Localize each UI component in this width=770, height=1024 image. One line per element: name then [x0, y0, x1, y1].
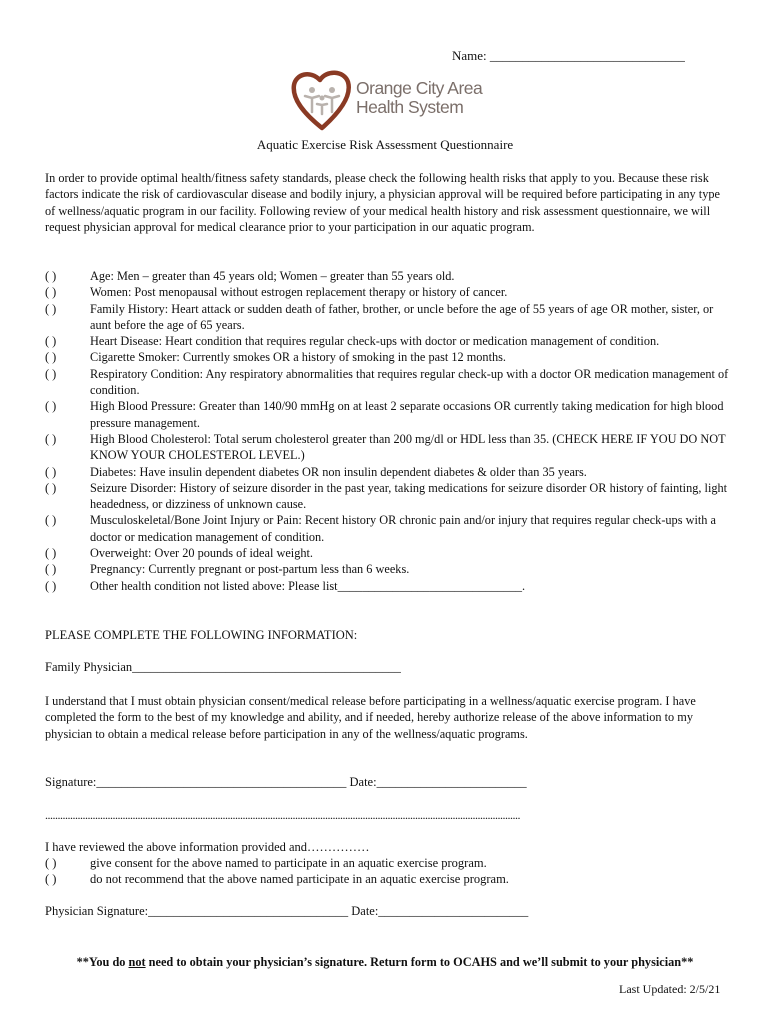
footer-note-emphasis: not: [128, 955, 146, 969]
footer-note: [0, 955, 770, 970]
not-recommend-checkbox[interactable]: ( ): [45, 872, 57, 886]
consent-option: [45, 856, 487, 871]
heart-family-icon: [290, 68, 354, 134]
risk-item-pregnancy: [45, 561, 735, 577]
risk-checkbox[interactable]: ( ): [45, 366, 57, 381]
risk-item-overweight: [45, 545, 735, 561]
risk-checkbox[interactable]: ( ): [45, 350, 57, 365]
risk-list: [45, 268, 735, 594]
signature-date-field[interactable]: Signature:________________________________________ Date:________________________: [45, 775, 527, 789]
risk-item-diabetes: [45, 464, 735, 480]
not-recommend-option: [45, 872, 509, 887]
consent-option-label: give consent for the above named to participate in an aquatic exercise program.: [90, 856, 487, 870]
risk-label: Musculoskeletal/Bone Joint Injury or Pain: Recent history OR chronic pain and/or injury that requires regular check-ups with a doctor or medication management of condition.: [90, 513, 716, 544]
consent-paragraph: I understand that I must obtain physician consent/medical release before participating in a wellness/aquatic exercise program. I have completed the form to the best of my knowledge and ability, and if needed, hereby authorize release of the above information to my physician to obtain a medical release before participation in any of the wellness/aquatic programs.: [45, 694, 696, 741]
risk-label: Diabetes: Have insulin dependent diabetes OR non insulin dependent diabetes & older than 35 years.: [90, 464, 587, 479]
risk-checkbox[interactable]: ( ): [45, 578, 57, 593]
footer-note-end: need to obtain your physician’s signature. Return form to OCAHS and we’ll submit to your physician**: [145, 955, 694, 969]
risk-checkbox[interactable]: ( ): [45, 431, 57, 446]
risk-item-women: [45, 284, 735, 300]
risk-label: Heart Disease: Heart condition that requires regular check-ups with doctor or medication management of condition.: [90, 334, 660, 349]
risk-item-cholesterol: [45, 431, 735, 464]
risk-item-age: [45, 268, 735, 284]
risk-checkbox[interactable]: ( ): [45, 399, 57, 414]
risk-label: High Blood Cholesterol: Total serum cholesterol greater than 200 mg/dl or HDL less than 35. (CHECK HERE IF YOU DO NOT KNOW YOUR CHOLESTEROL LEVEL.): [90, 431, 726, 463]
logo-text-line2: Health System: [356, 97, 464, 117]
risk-label: Pregnancy: Currently pregnant or post-partum less than 6 weeks.: [90, 562, 410, 577]
risk-checkbox[interactable]: ( ): [45, 334, 57, 349]
physician-signature-field[interactable]: Physician Signature:________________________________ Date:________________________: [45, 904, 529, 918]
risk-label: High Blood Pressure: Greater than 140/90 mmHg on at least 2 separate occasions OR currently taking medication for high blood pressure management.: [90, 399, 724, 430]
risk-label: Overweight: Over 20 pounds of ideal weight.: [90, 546, 314, 561]
section-heading: PLEASE COMPLETE THE FOLLOWING INFORMATION:: [45, 628, 358, 642]
risk-checkbox[interactable]: ( ): [45, 562, 57, 577]
risk-label: Age: Men – greater than 45 years old; Women – greater than 55 years old.: [90, 269, 455, 283]
risk-checkbox[interactable]: ( ): [45, 546, 57, 561]
logo-text-line1: Orange City Area: [356, 78, 483, 98]
risk-checkbox[interactable]: ( ): [45, 480, 57, 495]
not-recommend-option-label: do not recommend that the above named participate in an aquatic exercise program.: [90, 872, 509, 886]
risk-checkbox[interactable]: ( ): [45, 301, 57, 316]
risk-checkbox[interactable]: ( ): [45, 464, 57, 479]
consent-checkbox[interactable]: ( ): [45, 856, 57, 870]
risk-checkbox[interactable]: ( ): [45, 285, 57, 300]
name-field[interactable]: Name: ______________________________: [452, 48, 685, 63]
risk-item-musculoskeletal: [45, 512, 735, 545]
risk-item-respiratory: [45, 366, 735, 399]
risk-checkbox[interactable]: ( ): [45, 269, 57, 283]
risk-label: Women: Post menopausal without estrogen replacement therapy or history of cancer.: [90, 285, 508, 300]
risk-label: Cigarette Smoker: Currently smokes OR a history of smoking in the past 12 months.: [90, 350, 507, 365]
family-physician-field[interactable]: Family Physician___________________________________________: [45, 660, 401, 674]
risk-label: Seizure Disorder: History of seizure disorder in the past year, taking medications for seizure disorder OR history of fainting, light headedness, or dizziness of unknown cause.: [90, 480, 728, 512]
risk-checkbox[interactable]: ( ): [45, 513, 57, 528]
intro-paragraph: In order to provide optimal health/fitness safety standards, please check the following health risks that apply to you. Because these risk factors indicate the risk of cardiovascular disease and bodily injury, a physician approval will be required before participating in any type of wellness/aquatic program in our facility. Following review of your medical health history and risk assessment questionnaire, we will request physician approval for medical clearance prior to your participation in our aquatic program.: [45, 171, 720, 234]
risk-item-family-history: [45, 301, 735, 334]
last-updated: Last Updated: 2/5/21: [619, 982, 721, 996]
form-title: Aquatic Exercise Risk Assessment Questionnaire: [256, 137, 514, 152]
risk-label: Respiratory Condition: Any respiratory abnormalities that requires regular check-up with a doctor OR medication management of condition.: [90, 366, 729, 398]
risk-label: Family History: Heart attack or sudden death of father, brother, or uncle before the age of 55 years of age OR mother, sister, or aunt before the age of 65 years.: [90, 301, 714, 332]
risk-item-heart-disease: [45, 333, 735, 349]
footer-note-start: **You do: [76, 955, 129, 969]
dotted-divider: ..............................................................................................................................................................................................: [45, 808, 520, 822]
physician-review-statement: I have reviewed the above information provided and……………: [45, 840, 370, 854]
risk-item-seizure: [45, 480, 735, 513]
risk-item-other: [45, 578, 735, 594]
risk-item-blood-pressure: [45, 398, 735, 431]
risk-label[interactable]: Other health condition not listed above: Please list______________________________.: [90, 578, 526, 593]
risk-item-smoker: [45, 349, 735, 365]
logo: [290, 68, 500, 134]
